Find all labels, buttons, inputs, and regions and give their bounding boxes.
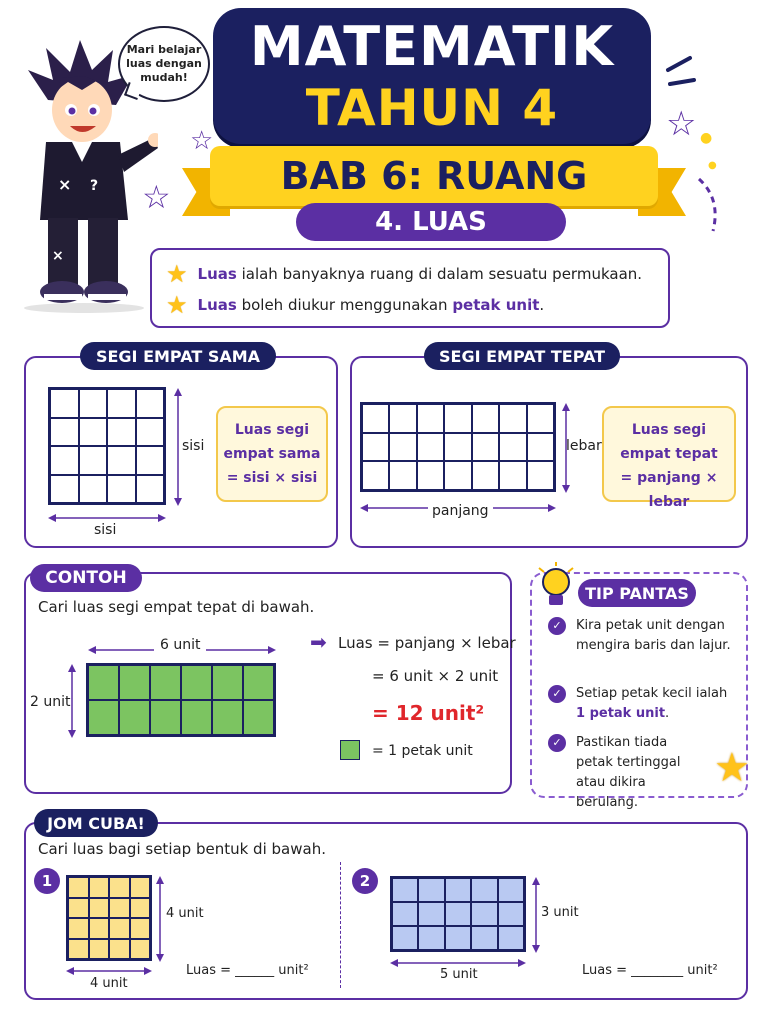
rectangle-formula-line: empat tepat bbox=[620, 446, 718, 462]
q2-side-label: 3 unit bbox=[541, 905, 579, 920]
practice-title bbox=[34, 809, 158, 837]
unit-cell bbox=[136, 446, 165, 475]
q1-bottom-label: 4 unit bbox=[90, 976, 128, 991]
example-width-label: 2 unit bbox=[30, 694, 71, 710]
q2-answer-line[interactable]: Luas = ________ unit² bbox=[582, 963, 718, 978]
example-length-label: 6 unit bbox=[154, 637, 206, 653]
check-icon: ✓ bbox=[548, 734, 566, 752]
unit-cell bbox=[79, 475, 108, 504]
intro-line-1 bbox=[166, 258, 654, 289]
unit-cell bbox=[417, 461, 444, 490]
sparkle-star-icon: ☆ bbox=[190, 126, 214, 156]
practice-question: Cari luas bagi setiap bentuk di bawah. bbox=[38, 840, 326, 858]
q1-side-label: 4 unit bbox=[166, 906, 204, 921]
square-formula-line: Luas segi bbox=[234, 422, 310, 438]
unit-cell bbox=[389, 461, 416, 490]
square-formula-line: = sisi × sisi bbox=[226, 470, 318, 486]
unit-cell bbox=[389, 433, 416, 462]
intro-text: ialah banyaknya ruang di dalam sesuatu permukaan. bbox=[236, 264, 643, 283]
unit-cell bbox=[471, 878, 497, 902]
sparkle-lines-icon bbox=[660, 40, 700, 100]
tip-text: Pastikan tiada petak tertinggal atau dikira berulang. bbox=[576, 735, 681, 810]
intro-highlight: petak unit bbox=[452, 295, 540, 314]
example-step-2: = 6 unit × 2 unit bbox=[372, 667, 499, 685]
page-subtitle: TAHUN 4 bbox=[305, 79, 559, 137]
tip-text-part: Setiap petak kecil ialah bbox=[576, 686, 728, 701]
speech-bubble bbox=[118, 26, 210, 102]
sparkle-star-icon: ☆ bbox=[142, 178, 171, 216]
unit-cell bbox=[89, 918, 110, 939]
unit-cell bbox=[181, 700, 212, 735]
unit-cell bbox=[89, 877, 110, 898]
tip-text: Kira petak unit dengan mengira baris dan lajur. bbox=[576, 618, 731, 653]
rectangle-panel-title bbox=[424, 342, 620, 370]
example-grid bbox=[86, 663, 276, 737]
question-number-1 bbox=[34, 868, 60, 894]
unit-cell bbox=[498, 902, 524, 926]
square-title-text: SEGI EMPAT SAMA bbox=[95, 346, 261, 366]
unit-cell bbox=[243, 700, 274, 735]
example-title-text: CONTOH bbox=[45, 568, 127, 588]
star-icon: ★ bbox=[166, 290, 188, 319]
unit-cell bbox=[79, 446, 108, 475]
unit-cell bbox=[79, 389, 108, 418]
square-formula-line: empat sama bbox=[223, 446, 321, 462]
title-banner bbox=[213, 8, 651, 144]
unit-square-legend bbox=[340, 740, 360, 760]
rectangle-grid bbox=[360, 402, 556, 492]
tip-item bbox=[548, 684, 738, 724]
practice-grid-2 bbox=[390, 876, 526, 952]
question-number-2 bbox=[352, 868, 378, 894]
tip-highlight: 1 petak unit bbox=[576, 706, 666, 721]
unit-cell bbox=[527, 461, 554, 490]
rectangle-formula bbox=[602, 406, 736, 510]
star-icon: ★ bbox=[166, 259, 188, 288]
example-question: Cari luas segi empat tepat di bawah. bbox=[38, 598, 315, 616]
unit-cell bbox=[498, 926, 524, 950]
intro-line-2 bbox=[166, 289, 654, 320]
page-title: MATEMATIK bbox=[249, 15, 615, 78]
unit-cell bbox=[107, 446, 136, 475]
unit-cell bbox=[136, 389, 165, 418]
unit-cell bbox=[472, 461, 499, 490]
unit-cell bbox=[212, 665, 243, 700]
q2-bottom-label: 5 unit bbox=[440, 967, 478, 982]
unit-cell bbox=[212, 700, 243, 735]
unit-cell bbox=[136, 418, 165, 447]
unit-cell bbox=[445, 926, 471, 950]
intro-term: Luas bbox=[197, 295, 237, 314]
unit-cell bbox=[88, 700, 119, 735]
sparkle-dot-icon: ● bbox=[700, 130, 713, 146]
smiling-star-icon: ★ bbox=[714, 745, 750, 791]
check-icon: ✓ bbox=[548, 617, 566, 635]
unit-cell bbox=[150, 700, 181, 735]
unit-cell bbox=[471, 902, 497, 926]
check-icon: ✓ bbox=[548, 685, 566, 703]
dashed-curve-icon bbox=[695, 175, 725, 235]
tip-text bbox=[576, 684, 738, 724]
unit-cell bbox=[392, 902, 418, 926]
unit-cell bbox=[50, 475, 79, 504]
svg-text:?: ? bbox=[90, 178, 99, 194]
example-legend: = 1 petak unit bbox=[372, 743, 473, 759]
unit-cell bbox=[107, 389, 136, 418]
chapter-title: BAB 6: RUANG bbox=[280, 154, 588, 198]
unit-cell bbox=[444, 461, 471, 490]
rectangle-formula-line: Luas segi bbox=[631, 422, 707, 438]
tip-item bbox=[548, 733, 698, 813]
intro-term: Luas bbox=[197, 264, 237, 283]
unit-cell bbox=[498, 878, 524, 902]
unit-cell bbox=[362, 404, 389, 433]
intro-text: boleh diukur menggunakan bbox=[236, 295, 453, 314]
unit-cell bbox=[499, 433, 526, 462]
unit-cell bbox=[362, 433, 389, 462]
unit-cell bbox=[471, 926, 497, 950]
unit-cell bbox=[389, 404, 416, 433]
rectangle-length-label: panjang bbox=[428, 503, 493, 519]
square-panel-title bbox=[80, 342, 276, 370]
unit-cell bbox=[444, 404, 471, 433]
sparkle-dot-icon: ● bbox=[708, 160, 717, 171]
unit-cell bbox=[418, 878, 444, 902]
square-formula bbox=[216, 406, 328, 502]
unit-cell bbox=[130, 877, 151, 898]
unit-cell bbox=[527, 433, 554, 462]
unit-cell bbox=[68, 877, 89, 898]
lightbulb-icon bbox=[536, 562, 576, 614]
unit-cell bbox=[68, 918, 89, 939]
unit-cell bbox=[68, 898, 89, 919]
practice-divider bbox=[340, 862, 341, 988]
unit-cell bbox=[499, 461, 526, 490]
unit-cell bbox=[392, 926, 418, 950]
unit-cell bbox=[109, 939, 130, 960]
topic-pill bbox=[296, 203, 566, 241]
question-number-text: 1 bbox=[41, 872, 53, 890]
unit-cell bbox=[119, 665, 150, 700]
rectangle-title-text: SEGI EMPAT TEPAT bbox=[439, 346, 605, 366]
arrow-right-icon: ➡ bbox=[310, 630, 327, 654]
unit-cell bbox=[418, 902, 444, 926]
speech-text: Mari belajar luas dengan mudah! bbox=[126, 43, 202, 84]
unit-cell bbox=[362, 461, 389, 490]
unit-cell bbox=[88, 665, 119, 700]
svg-text:×: × bbox=[52, 248, 64, 264]
unit-cell bbox=[89, 898, 110, 919]
intro-end: . bbox=[539, 295, 545, 314]
question-number-text: 2 bbox=[359, 872, 371, 890]
unit-cell bbox=[107, 475, 136, 504]
unit-cell bbox=[417, 433, 444, 462]
unit-cell bbox=[89, 939, 110, 960]
unit-cell bbox=[243, 665, 274, 700]
sparkle-star-icon: ☆ bbox=[666, 104, 697, 144]
unit-cell bbox=[50, 446, 79, 475]
unit-cell bbox=[119, 700, 150, 735]
topic-title: 4. LUAS bbox=[375, 207, 487, 237]
unit-cell bbox=[527, 404, 554, 433]
chapter-ribbon bbox=[210, 146, 658, 206]
practice-title-text: JOM CUBA! bbox=[47, 813, 145, 833]
unit-cell bbox=[107, 418, 136, 447]
tip-title bbox=[578, 579, 696, 607]
unit-cell bbox=[130, 918, 151, 939]
unit-cell bbox=[79, 418, 108, 447]
unit-cell bbox=[130, 898, 151, 919]
unit-cell bbox=[445, 902, 471, 926]
practice-grid-1 bbox=[66, 875, 152, 961]
unit-cell bbox=[417, 404, 444, 433]
example-title bbox=[30, 564, 142, 592]
square-grid bbox=[48, 387, 166, 505]
example-answer: = 12 unit² bbox=[372, 701, 485, 725]
square-side-label: sisi bbox=[182, 438, 205, 454]
unit-cell bbox=[130, 939, 151, 960]
unit-cell bbox=[68, 939, 89, 960]
unit-cell bbox=[444, 433, 471, 462]
unit-cell bbox=[418, 926, 444, 950]
unit-cell bbox=[50, 389, 79, 418]
unit-cell bbox=[150, 665, 181, 700]
tip-title-text: TIP PANTAS bbox=[585, 583, 689, 603]
unit-cell bbox=[109, 898, 130, 919]
intro-box bbox=[150, 248, 670, 328]
unit-cell bbox=[472, 404, 499, 433]
example-step-1: Luas = panjang × lebar bbox=[338, 634, 516, 652]
unit-cell bbox=[499, 404, 526, 433]
rectangle-formula-line: = panjang × lebar bbox=[620, 470, 718, 510]
rectangle-width-label: lebar bbox=[566, 438, 602, 454]
unit-cell bbox=[472, 433, 499, 462]
unit-cell bbox=[445, 878, 471, 902]
unit-cell bbox=[109, 918, 130, 939]
square-bottom-label: sisi bbox=[94, 522, 117, 538]
q1-answer-line[interactable]: Luas = ______ unit² bbox=[186, 963, 309, 978]
tip-text-end: . bbox=[665, 706, 670, 721]
unit-cell bbox=[109, 877, 130, 898]
unit-cell bbox=[181, 665, 212, 700]
svg-text:×: × bbox=[58, 175, 72, 194]
unit-cell bbox=[392, 878, 418, 902]
unit-cell bbox=[50, 418, 79, 447]
unit-cell bbox=[136, 475, 165, 504]
tip-item bbox=[548, 616, 738, 656]
